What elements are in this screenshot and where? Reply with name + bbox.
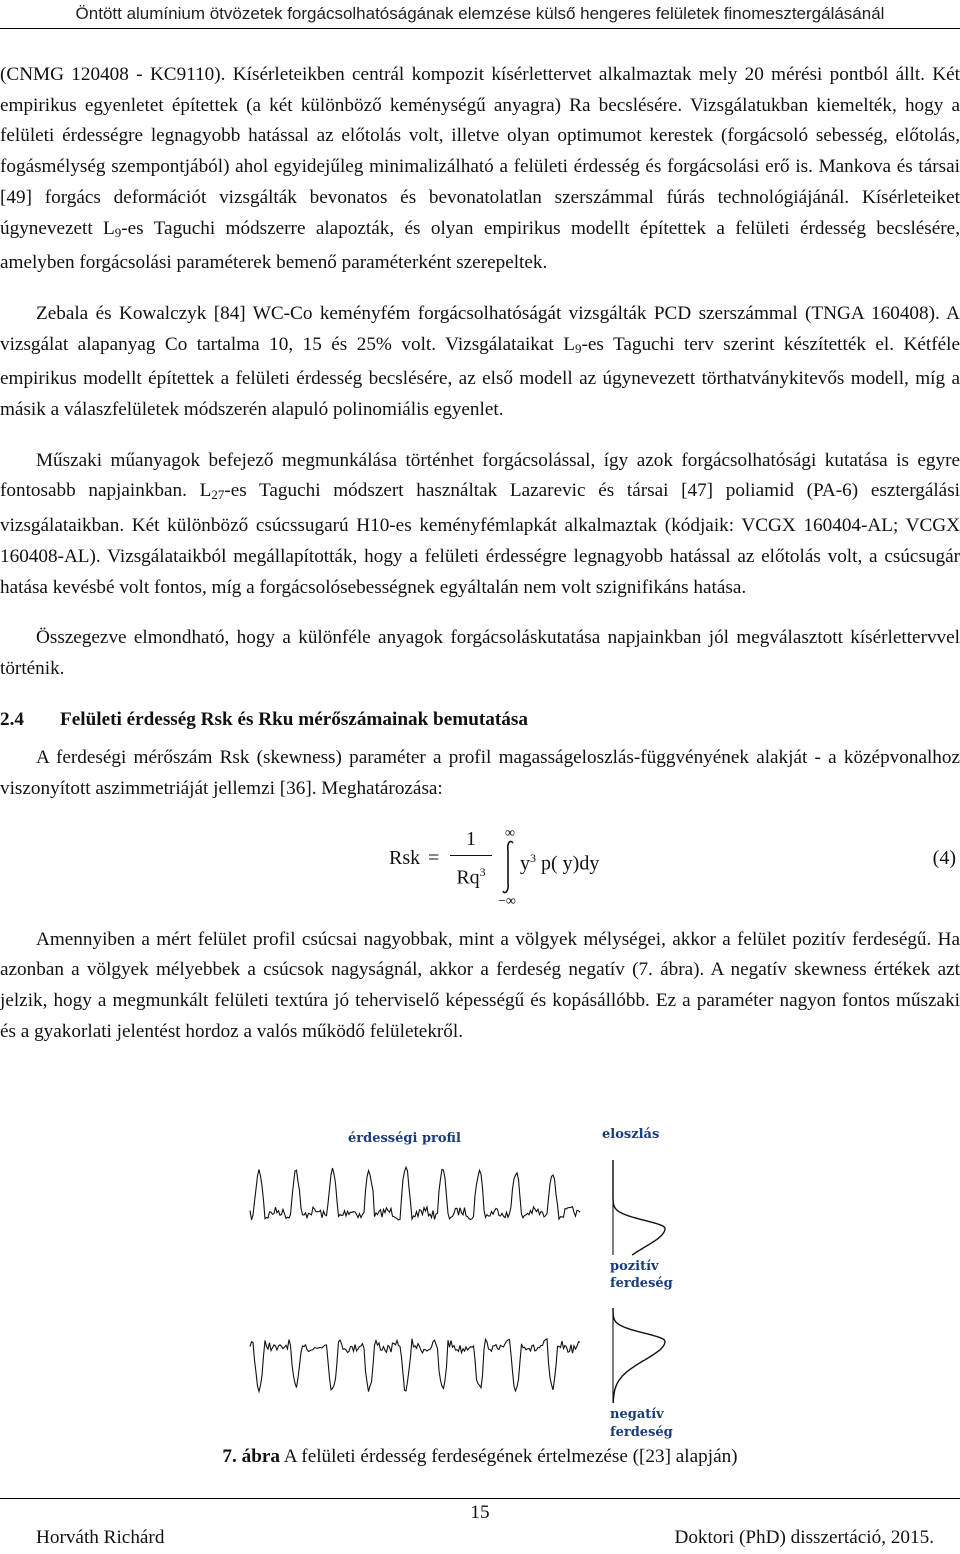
paragraph-6: Amennyiben a mért felület profil csúcsai nagyobbak, mint a völgyek mélységei, akkor a felület pozitív ferdeségű. Ha azonban a völgyek mélyebbek a csúcsok nagyságnál, akkor a ferdeség negatív (7. ábra). A negatív skewness értékek azt jelzik, hogy a megmunkált felületi textúra jó teherviselő képességű és kopásállóbb. Ez a paraméter nagyon fontos műszaki és a gyakorlati jelentést hordoz a valós működő felületekről. [0, 928, 960, 1042]
page-number: 15 [470, 1502, 490, 1523]
equation-rsk [0, 825, 960, 907]
equation-denominator: Rq$^3$ [456, 864, 486, 889]
section-heading [0, 705, 960, 736]
figure-caption [0, 1446, 960, 1468]
header-rule [0, 28, 960, 29]
section-title: Felületi érdesség Rsk és Rku mérőszámainak bemutatása [60, 708, 528, 730]
skewness-figure [240, 1120, 700, 1445]
footer-author: Horváth Richárd [36, 1527, 165, 1548]
label-negative: negatív [610, 1407, 664, 1422]
negative-profile-line [250, 1339, 580, 1392]
body-text [0, 60, 960, 1068]
label-negative-skew: ferdeség [610, 1425, 673, 1440]
label-roughness-profile: érdességi profil [348, 1131, 461, 1146]
equation-lhs: Rsk [389, 846, 421, 869]
paragraph-4: Összegezve elmondható, hogy a különféle anyagok forgácsoláskutatása napjainkban jól megválasztott kísérlettervvel történik. [0, 627, 960, 679]
positive-profile-line [250, 1167, 580, 1220]
integral-icon [498, 825, 520, 907]
paragraph-1: (CNMG 120408 - KC9110). Kísérleteikben centrál kompozit kísérlettervet alkalmaztak mely 20 mérési pontból állt. Két empirikus egyenletet építettek (a két különböző keménységű anyagra) Ra becslésére. Vizsgálatukban kiemelték, hogy a felületi érdességre legnagyobb hatással az előtolás volt, illetve olyan optimumot kerestek (forgácsoló sebesség, előtolás, fogásmélység szempontjából) ahol egyidejűleg minimalizálható a felületi érdesség és forgácsolási erő is. Mankova és társai [49] forgács deformációt vizsgálták bevonatos és bevonatolatlan szerszámmal fúrás technológiájánál. Kísérleteiket úgynevezett $L_9-es$ Taguchi módszerre alapozták, és olyan empirikus modellt építettek a felületi érdesség becslésére, amelyben forgácsolási paraméterek bemenő paraméterként szerepeltek. [0, 64, 960, 274]
equation-number: (4) [932, 846, 956, 869]
svg-text:−∞: −∞ [498, 893, 516, 907]
footer-thesis: Doktori (PhD) disszertáció, 2015. [674, 1527, 934, 1548]
figure-7 [240, 1120, 700, 1445]
fraction-bar [450, 855, 492, 856]
label-distribution: eloszlás [602, 1127, 660, 1142]
caption-prefix: 7. ábra [222, 1446, 280, 1467]
svg-text:∞: ∞ [505, 825, 515, 841]
label-positive-skew: ferdeség [610, 1276, 673, 1291]
section-number: 2.4 [0, 708, 24, 730]
equation-fraction [450, 825, 492, 889]
positive-distribution-curve [613, 1160, 665, 1255]
negative-distribution-curve [613, 1308, 665, 1403]
running-title: Öntött alumínium ötvözetek forgácsolhatóságának elemzése külső hengeres felületek finomesztergálásánál [75, 4, 885, 23]
equation-equals: = [428, 846, 440, 869]
equation-integrand: $y^3$ p( y)dy [520, 850, 600, 875]
footer-rule [0, 1498, 960, 1499]
paragraph-2: Zebala és Kowalczyk [84] WC-Co keményfém forgácsolhatóságát vizsgálták PCD szerszámmal (TNGA 160408). A vizsgálat alapanyag Co tartalma 10, 15 és 25% volt. Vizsgálataikat $L_9-es$ Taguchi terv szerint készítették el. Kétféle empirikus modellt építettek a felületi érdesség becslésére, az első modell az úgynevezett törthatványkitevős modell, míg a másik a válaszfelületek módszerén alapuló polinomiális egyenlet. [0, 302, 960, 421]
label-positive: pozitív [610, 1259, 659, 1274]
caption-text: A felületi érdesség ferdeségének értelmezése ([23] alapján) [279, 1446, 738, 1467]
equation-numerator: 1 [466, 827, 476, 850]
paragraph-3: Műszaki műanyagok befejező megmunkálása történhet forgácsolással, így azok forgácsolhatósági kutatása is egyre fontosabb napjainkban. $L_{27}-es$ Taguchi módszert használtak Lazarevic és társai [47] poliamid (PA-6) esztergálási vizsgálataikban. Két különböző csúcssugarú H10-es keményfémlapkát alkalmaztak (kódjaik: VCGX 160404-AL; VCGX 160408-AL). Vizsgálataikból megállapították, hogy a felületi érdességre legnagyobb hatással az előtolás volt, a csúcsugár hatása kevésbé volt fontos, míg a forgácsolósebességnek egyáltalán nem volt szignifikáns hatása. [0, 449, 960, 598]
paragraph-5: A ferdeségi mérőszám Rsk (skewness) paraméter a profil magasságeloszlás-függvényének alakját - a középvonalhoz viszonyított aszimmetriáját jellemzi [36]. Meghatározása: [0, 747, 960, 800]
